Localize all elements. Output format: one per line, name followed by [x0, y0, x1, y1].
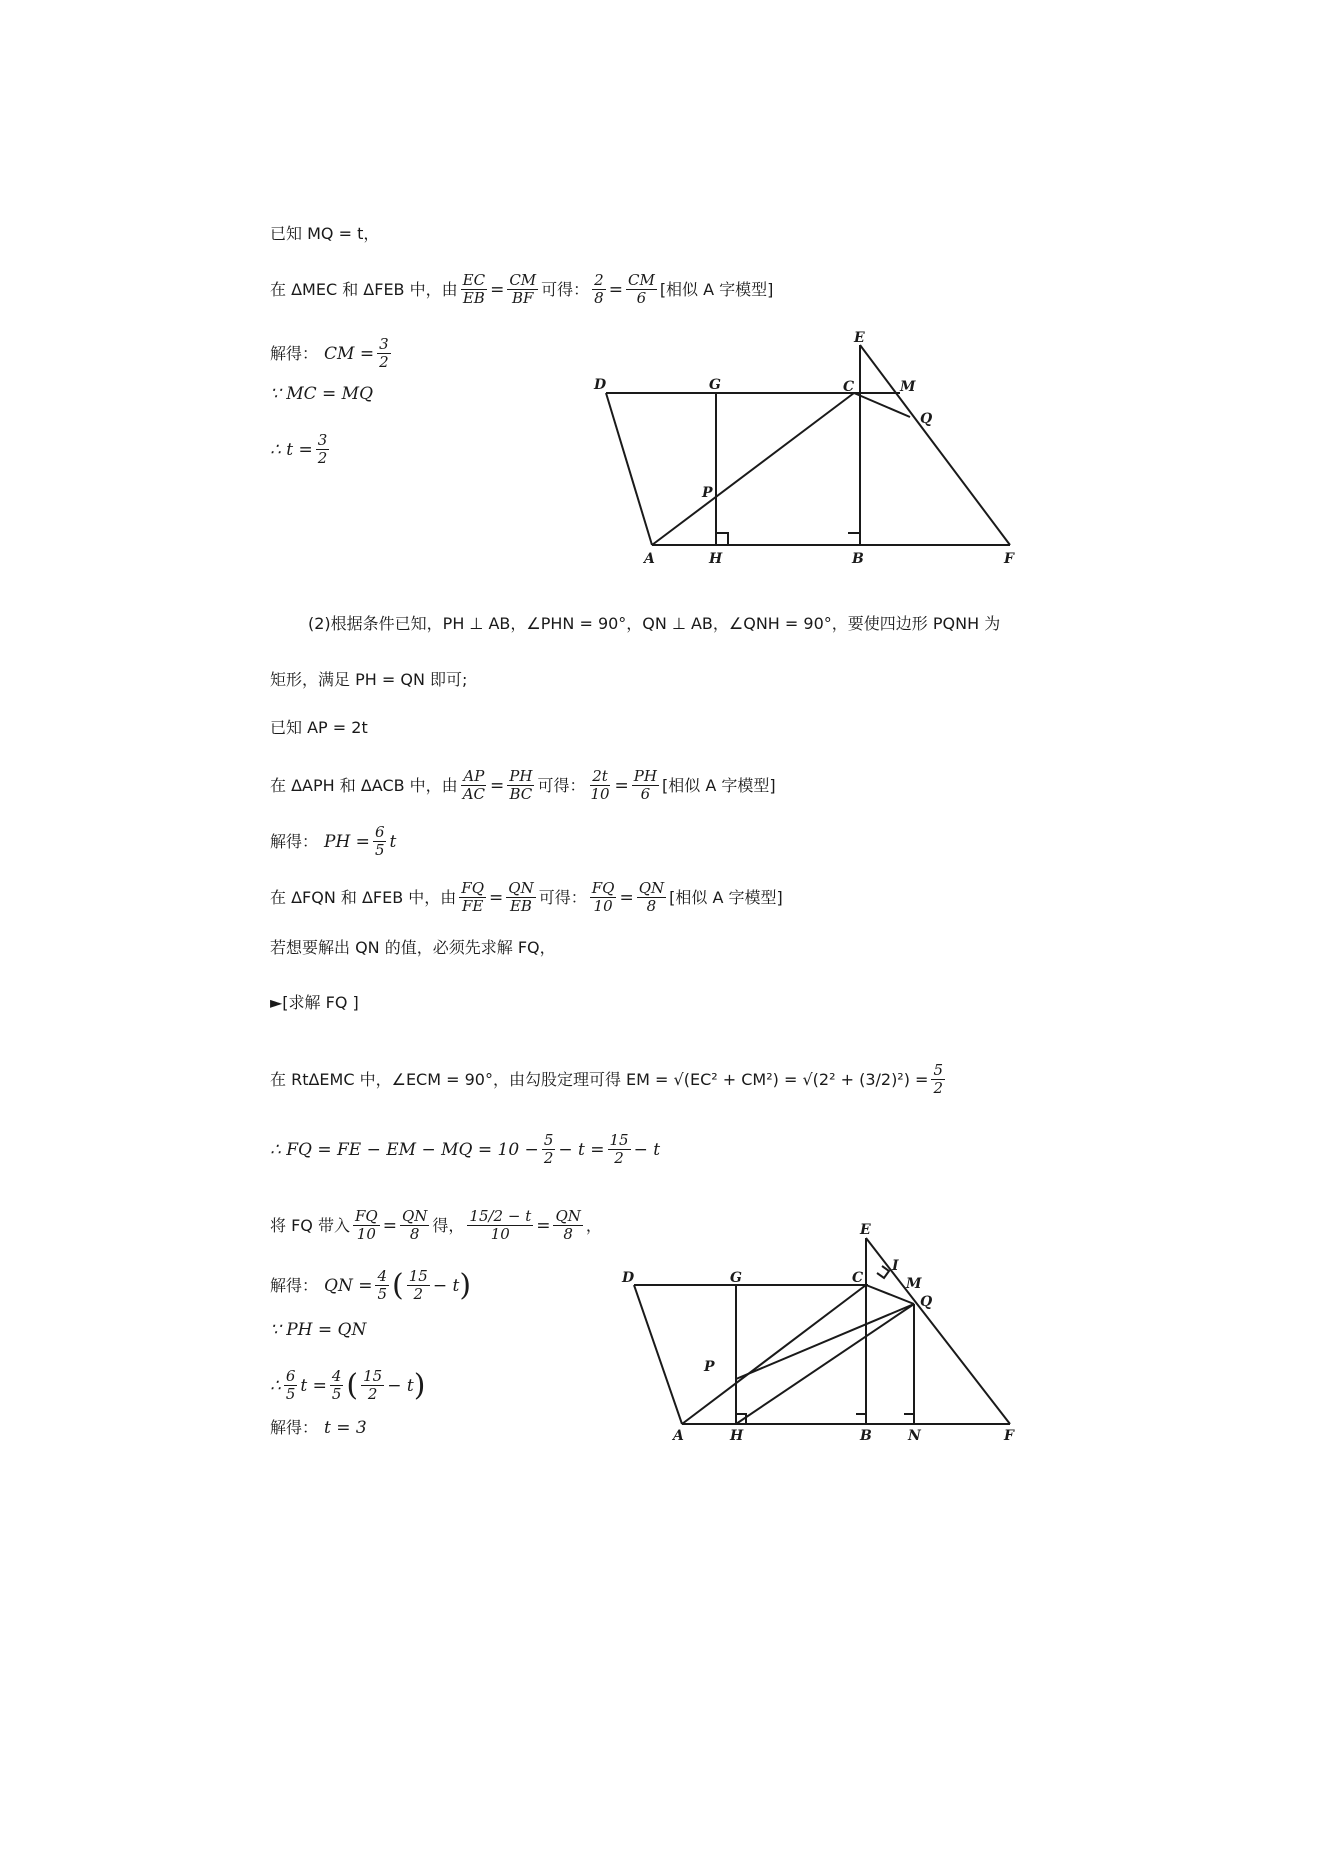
therefore: ∴ — [270, 1375, 281, 1396]
text-line-7 — [270, 670, 467, 690]
fraction-compound: $\frac{15/2 - t}{10}$ — [469, 1207, 532, 1243]
label-M: M — [900, 379, 916, 395]
geometry-figure-1 — [590, 325, 1020, 570]
text-line-20 — [270, 1418, 367, 1438]
fig2-label-H: H — [730, 1428, 744, 1444]
fraction-3-2-t: $\frac{3}{2}$ — [317, 431, 328, 467]
fig2-label-B: B — [860, 1428, 872, 1444]
fig2-label-I: I — [892, 1258, 899, 1274]
fq-expression: ∴ FQ = FE − EM − MQ = 10 − — [270, 1139, 539, 1160]
qn-equals: QN = — [324, 1275, 373, 1296]
comma: ， — [585, 1215, 602, 1235]
t-equals-3: t = 3 — [324, 1418, 367, 1438]
text-line-14 — [270, 1062, 948, 1097]
fraction-fq-10-b: $\frac{FQ}{10}$ — [354, 1207, 378, 1243]
fig2-label-P: P — [704, 1359, 715, 1375]
fraction-fq-fe: $\frac{FQ}{FE}$ — [461, 879, 485, 915]
cm-equals: CM = — [324, 343, 375, 364]
fraction-5-2-em: $\frac{5}{2}$ — [933, 1061, 944, 1097]
fig2-label-F: F — [1004, 1428, 1014, 1444]
text-line-15 — [270, 1132, 660, 1167]
fraction-cm-6: $\frac{CM}{6}$ — [627, 271, 655, 307]
label-B: B — [852, 551, 864, 567]
fraction-15-2-c: $\frac{15}{2}$ — [363, 1367, 383, 1403]
fraction-ph-bc: $\frac{PH}{BC}$ — [509, 767, 533, 803]
text-line-4 — [270, 384, 373, 404]
need-fq-statement: 若想要解出 QN 的值，必须先求解 FQ， — [270, 938, 556, 957]
fig2-label-N: N — [908, 1428, 921, 1444]
fraction-qn-8-b: $\frac{QN}{8}$ — [401, 1207, 428, 1243]
solve-label-2: 解得： — [270, 831, 319, 851]
triangle-mec-feb-intro: 在 ΔMEC 和 ΔFEB 中，由 — [270, 279, 458, 299]
text-line-17: 解得： QN = $\frac{4}{5}$ ( $\frac{15}{2}$ − t ) — [270, 1267, 472, 1303]
fraction-ap-ac: $\frac{AP}{AC}$ — [462, 767, 485, 803]
text-line-10: 解得： PH = $\frac{6}{5}$ t — [270, 823, 397, 859]
text-line-19: ∴ $\frac{6}{5}$ t = $\frac{4}{5}$ ( $\frac{15}{2}$ − t ) — [270, 1367, 426, 1403]
label-D: D — [594, 377, 607, 393]
therefore-t: ∴ t = — [270, 439, 313, 460]
pythagorean-em: 在 RtΔEMC 中，∠ECM = 90°，由勾股定理可得 EM = √(EC² + CM²) = √(2² + (3/2)²) = — [270, 1069, 929, 1089]
label-C: C — [843, 379, 855, 395]
part-2-statement: (2)根据条件已知，PH ⊥ AB，∠PHN = 90°，QN ⊥ AB，∠QNH = 90°，要使四边形 PQNH 为 — [308, 614, 1001, 633]
fraction-ph-6: $\frac{PH}{6}$ — [633, 767, 657, 803]
derive-label: 可得： — [541, 279, 590, 299]
solve-label: 解得： — [270, 343, 319, 363]
model-tag-2: [相似 A 字模型] — [661, 775, 776, 795]
text-line-13 — [270, 993, 359, 1013]
text-line-8 — [270, 718, 368, 738]
model-tag-3: [相似 A 字模型] — [669, 887, 783, 907]
derive-label-2: 可得： — [537, 775, 586, 795]
label-P: P — [702, 485, 713, 501]
text-line-18 — [270, 1320, 366, 1340]
solve-fq-heading: ►[求解 FQ ] — [270, 993, 359, 1012]
text-line-5 — [270, 432, 332, 467]
text-line-6 — [308, 614, 1000, 634]
fig2-label-M: M — [906, 1276, 922, 1292]
text-line-2: 在 ΔMEC 和 ΔFEB 中，由 $\frac{EC}{EB}$ = $\frac{CM}{BF}$ 可得： $\frac{2}{8}$ = $\frac{CM}{6}$ [相似 A 字模型] — [270, 271, 774, 307]
given-mq: 已知 MQ = t， — [270, 224, 380, 243]
fig2-label-A: A — [673, 1428, 684, 1444]
fraction-6-5: $\frac{6}{5}$ — [374, 823, 385, 859]
fraction-ec-eb: $\frac{EC}{EB}$ — [462, 271, 486, 307]
fraction-cm-bf: $\frac{CM}{BF}$ — [509, 271, 537, 307]
derive-label-3: 可得： — [538, 887, 587, 907]
label-G: G — [709, 377, 721, 393]
fraction-2t-10: $\frac{2t}{10}$ — [590, 767, 610, 803]
fig2-label-G: G — [730, 1270, 742, 1286]
text-line-9: 在 ΔAPH 和 ΔACB 中，由 $\frac{AP}{AC}$ = $\frac{PH}{BC}$ 可得： $\frac{2t}{10}$ = $\frac{PH}{6}$ [相似 A 字模型] — [270, 767, 776, 803]
fraction-6-5-b: $\frac{6}{5}$ — [285, 1367, 296, 1403]
fraction-3-2: $\frac{3}{2}$ — [379, 335, 389, 371]
given-ap: 已知 AP = 2t — [270, 718, 368, 737]
fraction-fq-10: $\frac{FQ}{10}$ — [591, 879, 615, 915]
fraction-2-8: $\frac{2}{8}$ — [594, 271, 604, 307]
substitute-fq: 将 FQ 带入 — [270, 1215, 350, 1235]
fraction-4-5-b: $\frac{4}{5}$ — [331, 1367, 342, 1403]
fig2-label-D: D — [622, 1270, 635, 1286]
fig2-label-C: C — [852, 1270, 864, 1286]
minus-t: − t — [633, 1139, 661, 1160]
triangle-fqn-feb-intro: 在 ΔFQN 和 ΔFEB 中，由 — [270, 887, 457, 907]
ph-equals-qn: ∵ PH = QN — [270, 1320, 367, 1340]
label-H: H — [709, 551, 723, 567]
label-E: E — [854, 330, 865, 346]
solve-label-4: 解得： — [270, 1418, 319, 1437]
fraction-5-2: $\frac{5}{2}$ — [543, 1131, 554, 1167]
fraction-15-2: $\frac{15}{2}$ — [609, 1131, 629, 1167]
get-label: 得， — [432, 1215, 465, 1235]
fraction-qn-8: $\frac{QN}{8}$ — [638, 879, 665, 915]
fraction-qn-8-c: $\frac{QN}{8}$ — [555, 1207, 581, 1243]
label-F: F — [1004, 551, 1014, 567]
text-line-11: 在 ΔFQN 和 ΔFEB 中，由 $\frac{FQ}{FE}$ = $\frac{QN}{EB}$ 可得： $\frac{FQ}{10}$ = $\frac{QN}{8}$ [相似 A 字模型] — [270, 879, 783, 915]
mc-equals-mq: ∵ MC = MQ — [270, 384, 374, 404]
model-tag: [相似 A 字模型] — [659, 279, 774, 299]
solve-label-3: 解得： — [270, 1275, 319, 1295]
fraction-4-5: $\frac{4}{5}$ — [377, 1267, 388, 1303]
minus-t-equals: − t = — [558, 1139, 605, 1160]
ph-equals: PH = — [324, 831, 370, 852]
label-A: A — [644, 551, 655, 567]
geometry-figure-2 — [620, 1220, 1020, 1445]
triangle-aph-acb-intro: 在 ΔAPH 和 ΔACB 中，由 — [270, 775, 458, 795]
rectangle-condition: 矩形，满足 PH = QN 即可; — [270, 670, 468, 689]
fig2-label-Q: Q — [920, 1294, 933, 1310]
text-line-3 — [270, 336, 394, 371]
fig2-label-E: E — [860, 1222, 871, 1238]
text-line-1 — [270, 224, 379, 244]
fraction-qn-eb: $\frac{QN}{EB}$ — [508, 879, 534, 915]
label-Q: Q — [920, 411, 933, 427]
text-line-16: 将 FQ 带入 $\frac{FQ}{10}$ = $\frac{QN}{8}$ 得， $\frac{15/2 - t}{10}$ = $\frac{QN}{8}$ ， — [270, 1207, 602, 1243]
text-line-12 — [270, 938, 556, 958]
fraction-15-2-b: $\frac{15}{2}$ — [408, 1267, 428, 1303]
